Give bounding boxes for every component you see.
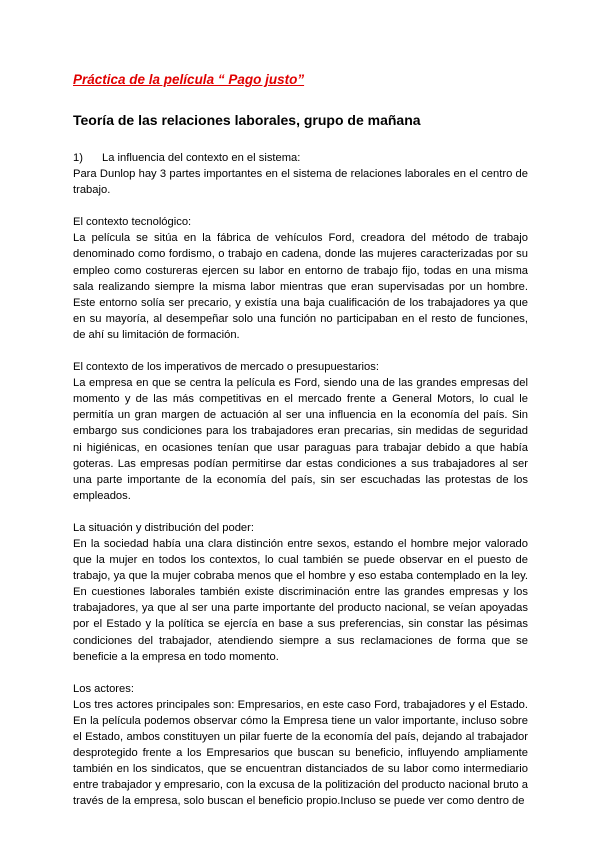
section-1-heading bbox=[73, 150, 528, 166]
section-tecnologico-paragraph: La película se sitúa en la fábrica de vehículos Ford, creadora del método de trabajo denominado como fordismo, o trabajo en cadena, donde las mujeres caracterizadas por su empleo como costureras ejercen su labor en entorno de trabajo fijo, todas en una misma sala realizando siempre la misma labor mientras que eran supervisadas por un hombre. Este entorno solía ser precario, y existía una baja cualificación de los trabajadores ya que en su mayoría, al desempeñar solo una función no participaban en el resto de funciones, de ahí su limitación de formación. bbox=[73, 232, 528, 341]
section-1-number: 1) bbox=[73, 152, 83, 164]
document-body bbox=[73, 150, 528, 809]
section-mercado-paragraph: La empresa en que se centra la película es Ford, siendo una de las grandes empresas del momento y de las más competitivas en el mercado frente a General Motors, lo cual le permitía un gran margen de actuación al ser una influencia en la economía del país. Sin embargo sus condiciones para los trabajadores eran precarias, sin medidas de seguridad ni higiénicas, en ocasiones tenían que usar paraguas para trabajar debido a que había goteras. Las empresas podían permitirse dar estas condiciones a sus trabajadores al ser una parte importante de la economía del país, sin ser escuchadas las protestas de los empleados. bbox=[73, 377, 528, 502]
section-poder-paragraph: En la sociedad había una clara distinción entre sexos, estando el hombre mejor valorado que la mujer en todos los contextos, lo cual también se puede observar en el puesto de trabajo, ya que la mujer cobraba menos que el hombre y eso estaba contemplado en la ley. En cuestiones laborales también existe discriminación entre las grandes empresas y los trabajadores, ya que al ser una parte importante del producto nacional, se veían apoyadas por el Estado y la política se ejercía en base a sus preferencias, sin constar las pésimas condiciones del trabajador, atendiendo siempre a sus reclamaciones de forma que se beneficie a la empresa en todo momento. bbox=[73, 537, 528, 663]
section-1-paragraph: Para Dunlop hay 3 partes importantes en el sistema de relaciones laborales en el centro de trabajo. bbox=[73, 168, 528, 197]
section-1-heading-text: La influencia del contexto en el sistema: bbox=[102, 152, 301, 164]
section-poder-heading: La situación y distribución del poder: bbox=[73, 521, 254, 534]
section-mercado-heading: El contexto de los imperativos de mercado o presupuestarios: bbox=[73, 361, 379, 374]
document-subtitle: Teoría de las relaciones laborales, grupo de mañana bbox=[73, 112, 421, 128]
document-title: Práctica de la película “ Pago justo” bbox=[73, 72, 305, 87]
section-actores-heading: Los actores: bbox=[73, 682, 134, 695]
section-actores-paragraph: Los tres actores principales son: Empresarios, en este caso Ford, trabajadores y el Estado. En la película podemos observar cómo la Empresa tiene un valor importante, incluso sobre el Estado, ambos constituyen un pilar fuerte de la economía del país, dejando al trabajador desprotegido frente a los Empresarios que buscan su beneficio, influyendo ampliamente también en los sindicatos, que se encuentran distanciados de su labor como intermediario entre trabajador y empresario, con la excusa de la politización del producto nacional bruto a través de la empresa, solo buscan el beneficio propio.Incluso se puede ver como dentro de bbox=[73, 698, 528, 808]
section-tecnologico-heading: El contexto tecnológico: bbox=[73, 216, 192, 229]
